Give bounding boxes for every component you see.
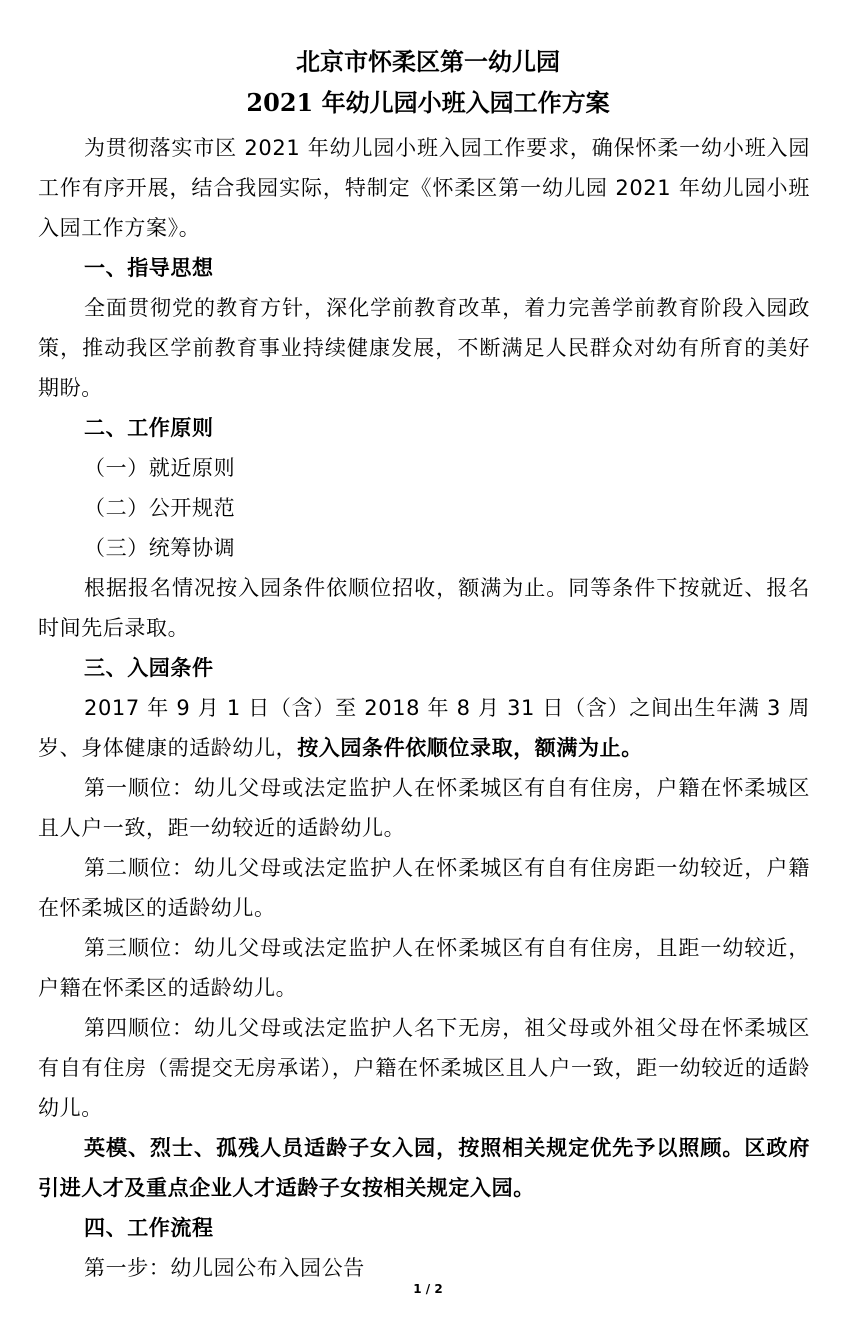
principle-item: （三）统筹协调 xyxy=(84,536,236,560)
principles-paragraph: 根据报名情况按入园条件依顺位招收，额满为止。同等条件下按就近、报名时间先后录取。 xyxy=(38,576,810,640)
section-heading-admission-conditions: 三、入园条件 xyxy=(84,656,214,680)
guiding-ideology-paragraph: 全面贯彻党的教育方针，深化学前教育改革，着力完善学前教育阶段入园政策，推动我区学前教育事业持续健康发展，不断满足人民群众对幼有所育的美好期盼。 xyxy=(38,296,810,400)
section-heading-guiding-ideology: 一、指导思想 xyxy=(84,256,214,280)
priority-first: 第一顺位：幼儿父母或法定监护人在怀柔城区有自有住房，户籍在怀柔城区且人户一致，距一幼较近的适龄幼儿。 xyxy=(38,776,810,840)
process-step-one: 第一步：幼儿园公布入园公告 xyxy=(84,1256,365,1280)
document-title-school: 北京市怀柔区第一幼儿园 xyxy=(296,47,560,76)
document-title-plan: 2021 年幼儿园小班入园工作方案 xyxy=(246,88,610,117)
principle-item: （二）公开规范 xyxy=(84,496,236,520)
admission-age-text: 2017 年 9 月 1 日（含）至 2018 年 8 月 31 日（含）之间出生年满 3 周岁、身体健康的适龄幼儿， xyxy=(38,696,810,760)
priority-second: 第二顺位：幼儿父母或法定监护人在怀柔城区有自有住房距一幼较近，户籍在怀柔城区的适龄幼儿。 xyxy=(38,856,810,920)
priority-fourth: 第四顺位：幼儿父母或法定监护人名下无房，祖父母或外祖父母在怀柔城区有自有住房（需提交无房承诺），户籍在怀柔城区且人户一致，距一幼较近的适龄幼儿。 xyxy=(38,1016,810,1120)
section-heading-work-principles: 二、工作原则 xyxy=(84,416,214,440)
section-heading-work-process: 四、工作流程 xyxy=(84,1216,214,1240)
priority-third: 第三顺位：幼儿父母或法定监护人在怀柔城区有自有住房，且距一幼较近，户籍在怀柔区的适龄幼儿。 xyxy=(38,936,810,1000)
special-admission-paragraph: 英模、烈士、孤残人员适龄子女入园，按照相关规定优先予以照顾。区政府引进人才及重点企业人才适龄子女按相关规定入园。 xyxy=(38,1136,810,1200)
principle-item: （一）就近原则 xyxy=(84,456,236,480)
intro-paragraph: 为贯彻落实市区 2021 年幼儿园小班入园工作要求，确保怀柔一幼小班入园工作有序开展，结合我园实际，特制定《怀柔区第一幼儿园 2021 年幼儿园小班入园工作方案》。 xyxy=(38,136,810,240)
document-body xyxy=(38,128,810,1288)
admission-rule-emphasis: 按入园条件依顺位录取，额满为止。 xyxy=(297,736,643,760)
admission-conditions-paragraph xyxy=(38,688,810,768)
page-number: 1 / 2 xyxy=(413,1282,443,1296)
